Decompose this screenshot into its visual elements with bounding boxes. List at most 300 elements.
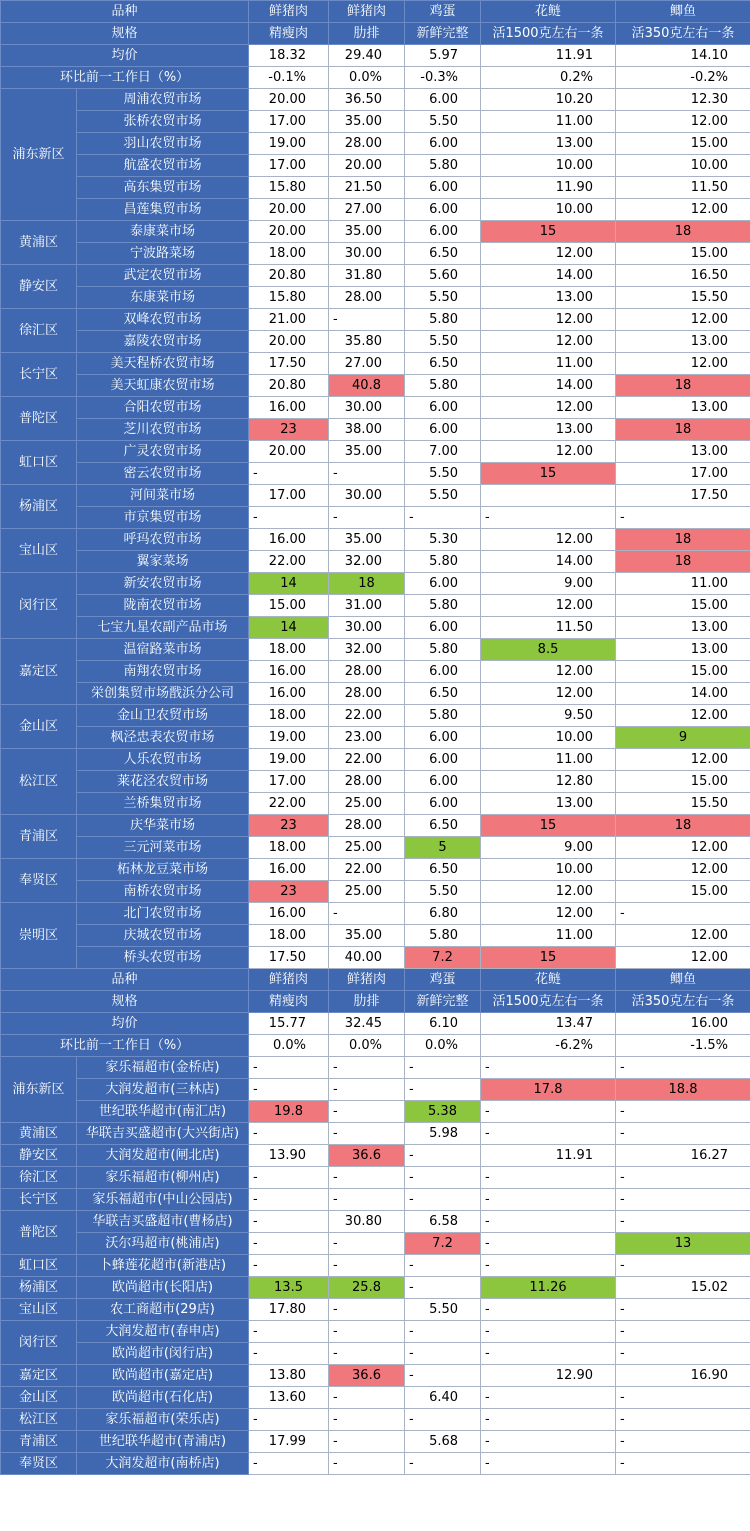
price-cell: 19.00: [249, 133, 329, 155]
district-cell: 普陀区: [1, 1211, 77, 1255]
price-cell: 18: [616, 815, 750, 837]
table-row: [1, 749, 750, 771]
spec-header: 活1500克左右一条: [481, 991, 616, 1013]
price-cell: 36.6: [329, 1365, 405, 1387]
price-cell: 13.60: [249, 1387, 329, 1409]
price-cell: 18.00: [249, 639, 329, 661]
price-cell: 11.50: [616, 177, 750, 199]
table-row: [1, 573, 750, 595]
price-cell: 8.5: [481, 639, 616, 661]
variety-label: 品种: [1, 969, 249, 991]
table-row: [1, 331, 750, 353]
table-row: [1, 925, 750, 947]
table-row: [1, 155, 750, 177]
change-value: -0.2%: [616, 67, 750, 89]
market-name: 欧尚超市(长阳店): [77, 1277, 249, 1299]
price-cell: -: [249, 1321, 329, 1343]
price-cell: 14: [249, 573, 329, 595]
table-row: [1, 661, 750, 683]
table-row: [1, 111, 750, 133]
district-cell: 闵行区: [1, 1321, 77, 1365]
price-cell: 15: [481, 463, 616, 485]
market-name: 农工商超市(29店): [77, 1299, 249, 1321]
market-name: 家乐福超市(金桥店): [77, 1057, 249, 1079]
price-cell: 12.00: [481, 309, 616, 331]
spec-header: 活1500克左右一条: [481, 23, 616, 45]
price-cell: 13.90: [249, 1145, 329, 1167]
table-row: [1, 1431, 750, 1453]
product-header: 鸡蛋: [405, 969, 481, 991]
price-cell: -: [616, 1431, 750, 1453]
price-cell: -: [329, 1255, 405, 1277]
price-cell: 9.50: [481, 705, 616, 727]
price-cell: 15: [481, 947, 616, 969]
average-value: 6.10: [405, 1013, 481, 1035]
price-cell: 30.00: [329, 243, 405, 265]
price-cell: 6.50: [405, 353, 481, 375]
price-cell: 17.80: [249, 1299, 329, 1321]
price-cell: 17.99: [249, 1431, 329, 1453]
price-cell: 5.68: [405, 1431, 481, 1453]
price-cell: 15.00: [616, 881, 750, 903]
market-name: 桥头农贸市场: [77, 947, 249, 969]
price-cell: 12.00: [616, 199, 750, 221]
market-name: 周浦农贸市场: [77, 89, 249, 111]
market-name: 人乐农贸市场: [77, 749, 249, 771]
price-cell: 30.00: [329, 617, 405, 639]
price-cell: 12.00: [481, 661, 616, 683]
price-cell: -: [329, 1123, 405, 1145]
price-cell: -: [329, 1343, 405, 1365]
price-cell: -: [616, 1387, 750, 1409]
price-cell: 13: [616, 1233, 750, 1255]
price-cell: 12.00: [616, 111, 750, 133]
price-cell: -: [329, 1431, 405, 1453]
table-row: [1, 529, 750, 551]
price-cell: 16.90: [616, 1365, 750, 1387]
average-value: 14.10: [616, 45, 750, 67]
price-cell: -: [249, 1233, 329, 1255]
price-cell: 19.00: [249, 749, 329, 771]
price-cell: -: [481, 1299, 616, 1321]
price-cell: 18: [329, 573, 405, 595]
district-cell: 金山区: [1, 1387, 77, 1409]
price-cell: 6.40: [405, 1387, 481, 1409]
price-cell: -: [481, 1211, 616, 1233]
price-cell: 12.00: [616, 749, 750, 771]
price-cell: -: [329, 903, 405, 925]
market-name: 嘉陵农贸市场: [77, 331, 249, 353]
spec-header: 精瘦肉: [249, 23, 329, 45]
price-cell: -: [405, 1057, 481, 1079]
price-cell: 12.00: [481, 683, 616, 705]
price-cell: 32.00: [329, 551, 405, 573]
market-name: 卜蜂莲花超市(新港店): [77, 1255, 249, 1277]
table-row: [1, 309, 750, 331]
spec-header: 活350克左右一条: [616, 991, 750, 1013]
price-cell: -: [249, 1057, 329, 1079]
price-cell: 28.00: [329, 815, 405, 837]
price-cell: 17.00: [249, 111, 329, 133]
price-cell: 13.00: [616, 397, 750, 419]
market-name: 家乐福超市(中山公园店): [77, 1189, 249, 1211]
price-cell: 18: [616, 529, 750, 551]
market-name: 北门农贸市场: [77, 903, 249, 925]
price-cell: 40.8: [329, 375, 405, 397]
price-cell: 13.00: [616, 441, 750, 463]
table-row: [1, 639, 750, 661]
price-cell: -: [249, 463, 329, 485]
price-cell: 5.80: [405, 705, 481, 727]
price-cell: 12.00: [481, 441, 616, 463]
price-cell: 18: [616, 551, 750, 573]
table-row: [1, 859, 750, 881]
market-spec-header-row: [1, 23, 750, 45]
market-name: 华联吉买盛超市(曹杨店): [77, 1211, 249, 1233]
price-cell: 28.00: [329, 661, 405, 683]
price-cell: -: [405, 1365, 481, 1387]
table-row: [1, 265, 750, 287]
price-cell: 16.00: [249, 397, 329, 419]
price-cell: -: [405, 1453, 481, 1475]
market-product-header-row: [1, 1, 750, 23]
price-cell: 13.00: [616, 617, 750, 639]
market-name: 七宝九星农副产品市场: [77, 617, 249, 639]
product-header: 鸡蛋: [405, 1, 481, 23]
price-cell: [481, 485, 616, 507]
product-header: 鲫鱼: [616, 969, 750, 991]
price-cell: 27.00: [329, 353, 405, 375]
price-cell: -: [616, 903, 750, 925]
price-cell: 13.00: [616, 639, 750, 661]
market-name: 莱花泾农贸市场: [77, 771, 249, 793]
price-cell: 6.00: [405, 397, 481, 419]
table-row: [1, 595, 750, 617]
price-cell: 17.8: [481, 1079, 616, 1101]
price-cell: 10.20: [481, 89, 616, 111]
price-cell: 20.00: [249, 221, 329, 243]
price-cell: -: [405, 1277, 481, 1299]
table-row: [1, 375, 750, 397]
district-cell: 嘉定区: [1, 639, 77, 705]
table-row: [1, 1453, 750, 1475]
table-row: [1, 133, 750, 155]
table-row: [1, 1343, 750, 1365]
price-cell: 20.80: [249, 265, 329, 287]
price-cell: 5.98: [405, 1123, 481, 1145]
district-cell: 宝山区: [1, 1299, 77, 1321]
table-row: [1, 617, 750, 639]
spec-label: 规格: [1, 23, 249, 45]
price-table-body: [1, 1, 750, 1475]
market-name: 沃尔玛超市(桃浦店): [77, 1233, 249, 1255]
change-label: 环比前一工作日（%）: [1, 1035, 249, 1057]
market-name: 柘林龙豆菜市场: [77, 859, 249, 881]
market-name: 欧尚超市(闵行店): [77, 1343, 249, 1365]
price-cell: 17.50: [249, 353, 329, 375]
price-cell: 18: [616, 375, 750, 397]
price-cell: 12.00: [616, 947, 750, 969]
price-cell: 36.50: [329, 89, 405, 111]
market-name: 华联吉买盛超市(大兴街店): [77, 1123, 249, 1145]
price-cell: -: [329, 1409, 405, 1431]
price-cell: -: [405, 1145, 481, 1167]
district-cell: 宝山区: [1, 529, 77, 573]
table-row: [1, 727, 750, 749]
price-cell: 35.00: [329, 111, 405, 133]
price-cell: 14.00: [616, 683, 750, 705]
price-cell: 10.00: [481, 727, 616, 749]
price-cell: 20.00: [249, 199, 329, 221]
price-cell: 23: [249, 815, 329, 837]
price-cell: 22.00: [329, 705, 405, 727]
price-cell: -: [329, 309, 405, 331]
price-cell: 9.00: [481, 573, 616, 595]
table-row: [1, 551, 750, 573]
change-value: 0.0%: [249, 1035, 329, 1057]
price-cell: -: [616, 1167, 750, 1189]
price-cell: 25.00: [329, 881, 405, 903]
price-cell: 11.00: [481, 925, 616, 947]
market-name: 大润发超市(南桥店): [77, 1453, 249, 1475]
price-cell: 23: [249, 419, 329, 441]
price-cell: 12.00: [616, 309, 750, 331]
market-name: 南翔农贸市场: [77, 661, 249, 683]
market-name: 家乐福超市(柳州店): [77, 1167, 249, 1189]
price-cell: 11.50: [481, 617, 616, 639]
price-cell: 35.00: [329, 221, 405, 243]
table-row: [1, 705, 750, 727]
price-cell: 22.00: [249, 551, 329, 573]
average-value: 18.32: [249, 45, 329, 67]
price-cell: 11.91: [481, 1145, 616, 1167]
price-cell: -: [329, 463, 405, 485]
table-row: [1, 1321, 750, 1343]
district-cell: 金山区: [1, 705, 77, 749]
price-cell: 6.50: [405, 815, 481, 837]
table-row: [1, 881, 750, 903]
price-cell: -: [249, 1453, 329, 1475]
price-cell: -: [405, 1409, 481, 1431]
price-cell: 36.6: [329, 1145, 405, 1167]
market-name: 温宿路菜市场: [77, 639, 249, 661]
table-row: [1, 1409, 750, 1431]
price-cell: 28.00: [329, 287, 405, 309]
price-cell: -: [481, 1123, 616, 1145]
district-cell: 静安区: [1, 265, 77, 309]
district-cell: 杨浦区: [1, 485, 77, 529]
price-cell: -: [616, 507, 750, 529]
price-cell: 22.00: [249, 793, 329, 815]
table-row: [1, 1145, 750, 1167]
spec-header: 活350克左右一条: [616, 23, 750, 45]
price-cell: -: [616, 1189, 750, 1211]
average-value: 29.40: [329, 45, 405, 67]
price-cell: 5.80: [405, 375, 481, 397]
price-cell: 15.00: [616, 133, 750, 155]
price-cell: -: [405, 1167, 481, 1189]
price-cell: -: [329, 1299, 405, 1321]
price-cell: 5.50: [405, 111, 481, 133]
price-cell: 12.00: [481, 397, 616, 419]
price-cell: -: [481, 1343, 616, 1365]
product-header: 花鲢: [481, 969, 616, 991]
price-cell: 16.50: [616, 265, 750, 287]
product-header: 鲜猪肉: [249, 1, 329, 23]
price-cell: 13.80: [249, 1365, 329, 1387]
price-cell: 18: [616, 221, 750, 243]
district-cell: 松江区: [1, 749, 77, 815]
market-name: 羽山农贸市场: [77, 133, 249, 155]
market-name: 泰康菜市场: [77, 221, 249, 243]
price-cell: 21.00: [249, 309, 329, 331]
price-cell: 22.00: [329, 749, 405, 771]
supermarket-average-row: [1, 1013, 750, 1035]
change-value: 0.0%: [329, 67, 405, 89]
market-name: 大润发超市(春申店): [77, 1321, 249, 1343]
price-cell: 6.00: [405, 661, 481, 683]
price-cell: -: [249, 1167, 329, 1189]
average-label: 均价: [1, 1013, 249, 1035]
change-value: -6.2%: [481, 1035, 616, 1057]
price-cell: -: [616, 1123, 750, 1145]
price-cell: 15.02: [616, 1277, 750, 1299]
price-cell: 11.90: [481, 177, 616, 199]
table-row: [1, 903, 750, 925]
price-cell: 22.00: [329, 859, 405, 881]
price-cell: 16.00: [249, 529, 329, 551]
price-cell: 17.50: [616, 485, 750, 507]
price-cell: -: [329, 507, 405, 529]
price-cell: 35.00: [329, 529, 405, 551]
price-cell: -: [249, 1343, 329, 1365]
price-cell: 15: [481, 815, 616, 837]
table-row: [1, 683, 750, 705]
price-cell: 5.50: [405, 331, 481, 353]
price-cell: 13.00: [481, 133, 616, 155]
market-name: 兰桥集贸市场: [77, 793, 249, 815]
table-row: [1, 177, 750, 199]
table-row: [1, 199, 750, 221]
price-cell: 10.00: [616, 155, 750, 177]
supermarket-product-header-row: [1, 969, 750, 991]
price-cell: 12.80: [481, 771, 616, 793]
price-cell: -: [481, 1189, 616, 1211]
district-cell: 浦东新区: [1, 89, 77, 221]
price-cell: 30.00: [329, 397, 405, 419]
price-cell: 6.00: [405, 221, 481, 243]
price-cell: 16.00: [249, 903, 329, 925]
market-name: 世纪联华超市(南汇店): [77, 1101, 249, 1123]
price-cell: 35.00: [329, 441, 405, 463]
table-row: [1, 1387, 750, 1409]
price-cell: 7.2: [405, 1233, 481, 1255]
price-cell: 10.00: [481, 155, 616, 177]
price-cell: -: [329, 1189, 405, 1211]
district-cell: 浦东新区: [1, 1057, 77, 1123]
price-cell: 5.80: [405, 595, 481, 617]
price-cell: 15.00: [616, 771, 750, 793]
spec-header: 肋排: [329, 23, 405, 45]
price-cell: 14: [249, 617, 329, 639]
change-value: 0.0%: [405, 1035, 481, 1057]
table-row: [1, 243, 750, 265]
market-name: 东康菜市场: [77, 287, 249, 309]
price-cell: 12.00: [481, 529, 616, 551]
table-row: [1, 1079, 750, 1101]
price-cell: -: [249, 1409, 329, 1431]
price-cell: 11.00: [481, 353, 616, 375]
price-cell: 5.80: [405, 925, 481, 947]
district-cell: 青浦区: [1, 815, 77, 859]
price-cell: 11.00: [616, 573, 750, 595]
price-cell: 9: [616, 727, 750, 749]
district-cell: 杨浦区: [1, 1277, 77, 1299]
market-change-row: [1, 67, 750, 89]
price-cell: 6.80: [405, 903, 481, 925]
price-cell: 12.00: [481, 903, 616, 925]
district-cell: 长宁区: [1, 1189, 77, 1211]
price-cell: 5.80: [405, 155, 481, 177]
table-row: [1, 441, 750, 463]
change-value: 0.0%: [329, 1035, 405, 1057]
district-cell: 松江区: [1, 1409, 77, 1431]
price-cell: 20.00: [329, 155, 405, 177]
average-label: 均价: [1, 45, 249, 67]
price-cell: 15.80: [249, 287, 329, 309]
table-row: [1, 397, 750, 419]
price-cell: -: [481, 1453, 616, 1475]
price-cell: 5: [405, 837, 481, 859]
district-cell: 嘉定区: [1, 1365, 77, 1387]
price-cell: 31.80: [329, 265, 405, 287]
district-cell: 崇明区: [1, 903, 77, 969]
spec-label: 规格: [1, 991, 249, 1013]
price-cell: 15.00: [616, 243, 750, 265]
product-header: 花鲢: [481, 1, 616, 23]
price-cell: 11.00: [481, 111, 616, 133]
table-row: [1, 507, 750, 529]
price-cell: -: [481, 1167, 616, 1189]
price-cell: 25.00: [329, 837, 405, 859]
price-cell: -: [616, 1211, 750, 1233]
average-value: 11.91: [481, 45, 616, 67]
district-cell: 长宁区: [1, 353, 77, 397]
market-name: 昌莲集贸市场: [77, 199, 249, 221]
table-row: [1, 1365, 750, 1387]
district-cell: 徐汇区: [1, 309, 77, 353]
product-header: 鲫鱼: [616, 1, 750, 23]
price-cell: -: [616, 1299, 750, 1321]
price-cell: -: [481, 1321, 616, 1343]
change-value: -0.3%: [405, 67, 481, 89]
price-cell: -: [329, 1453, 405, 1475]
price-cell: 5.80: [405, 639, 481, 661]
price-cell: -: [249, 1123, 329, 1145]
change-value: 0.2%: [481, 67, 616, 89]
price-cell: 5.50: [405, 287, 481, 309]
variety-label: 品种: [1, 1, 249, 23]
price-cell: 6.58: [405, 1211, 481, 1233]
price-cell: 32.00: [329, 639, 405, 661]
spec-header: 新鲜完整: [405, 991, 481, 1013]
price-cell: -: [481, 1387, 616, 1409]
price-cell: 10.00: [481, 859, 616, 881]
change-label: 环比前一工作日（%）: [1, 67, 249, 89]
price-cell: 12.00: [481, 331, 616, 353]
price-cell: -: [405, 507, 481, 529]
average-value: 5.97: [405, 45, 481, 67]
